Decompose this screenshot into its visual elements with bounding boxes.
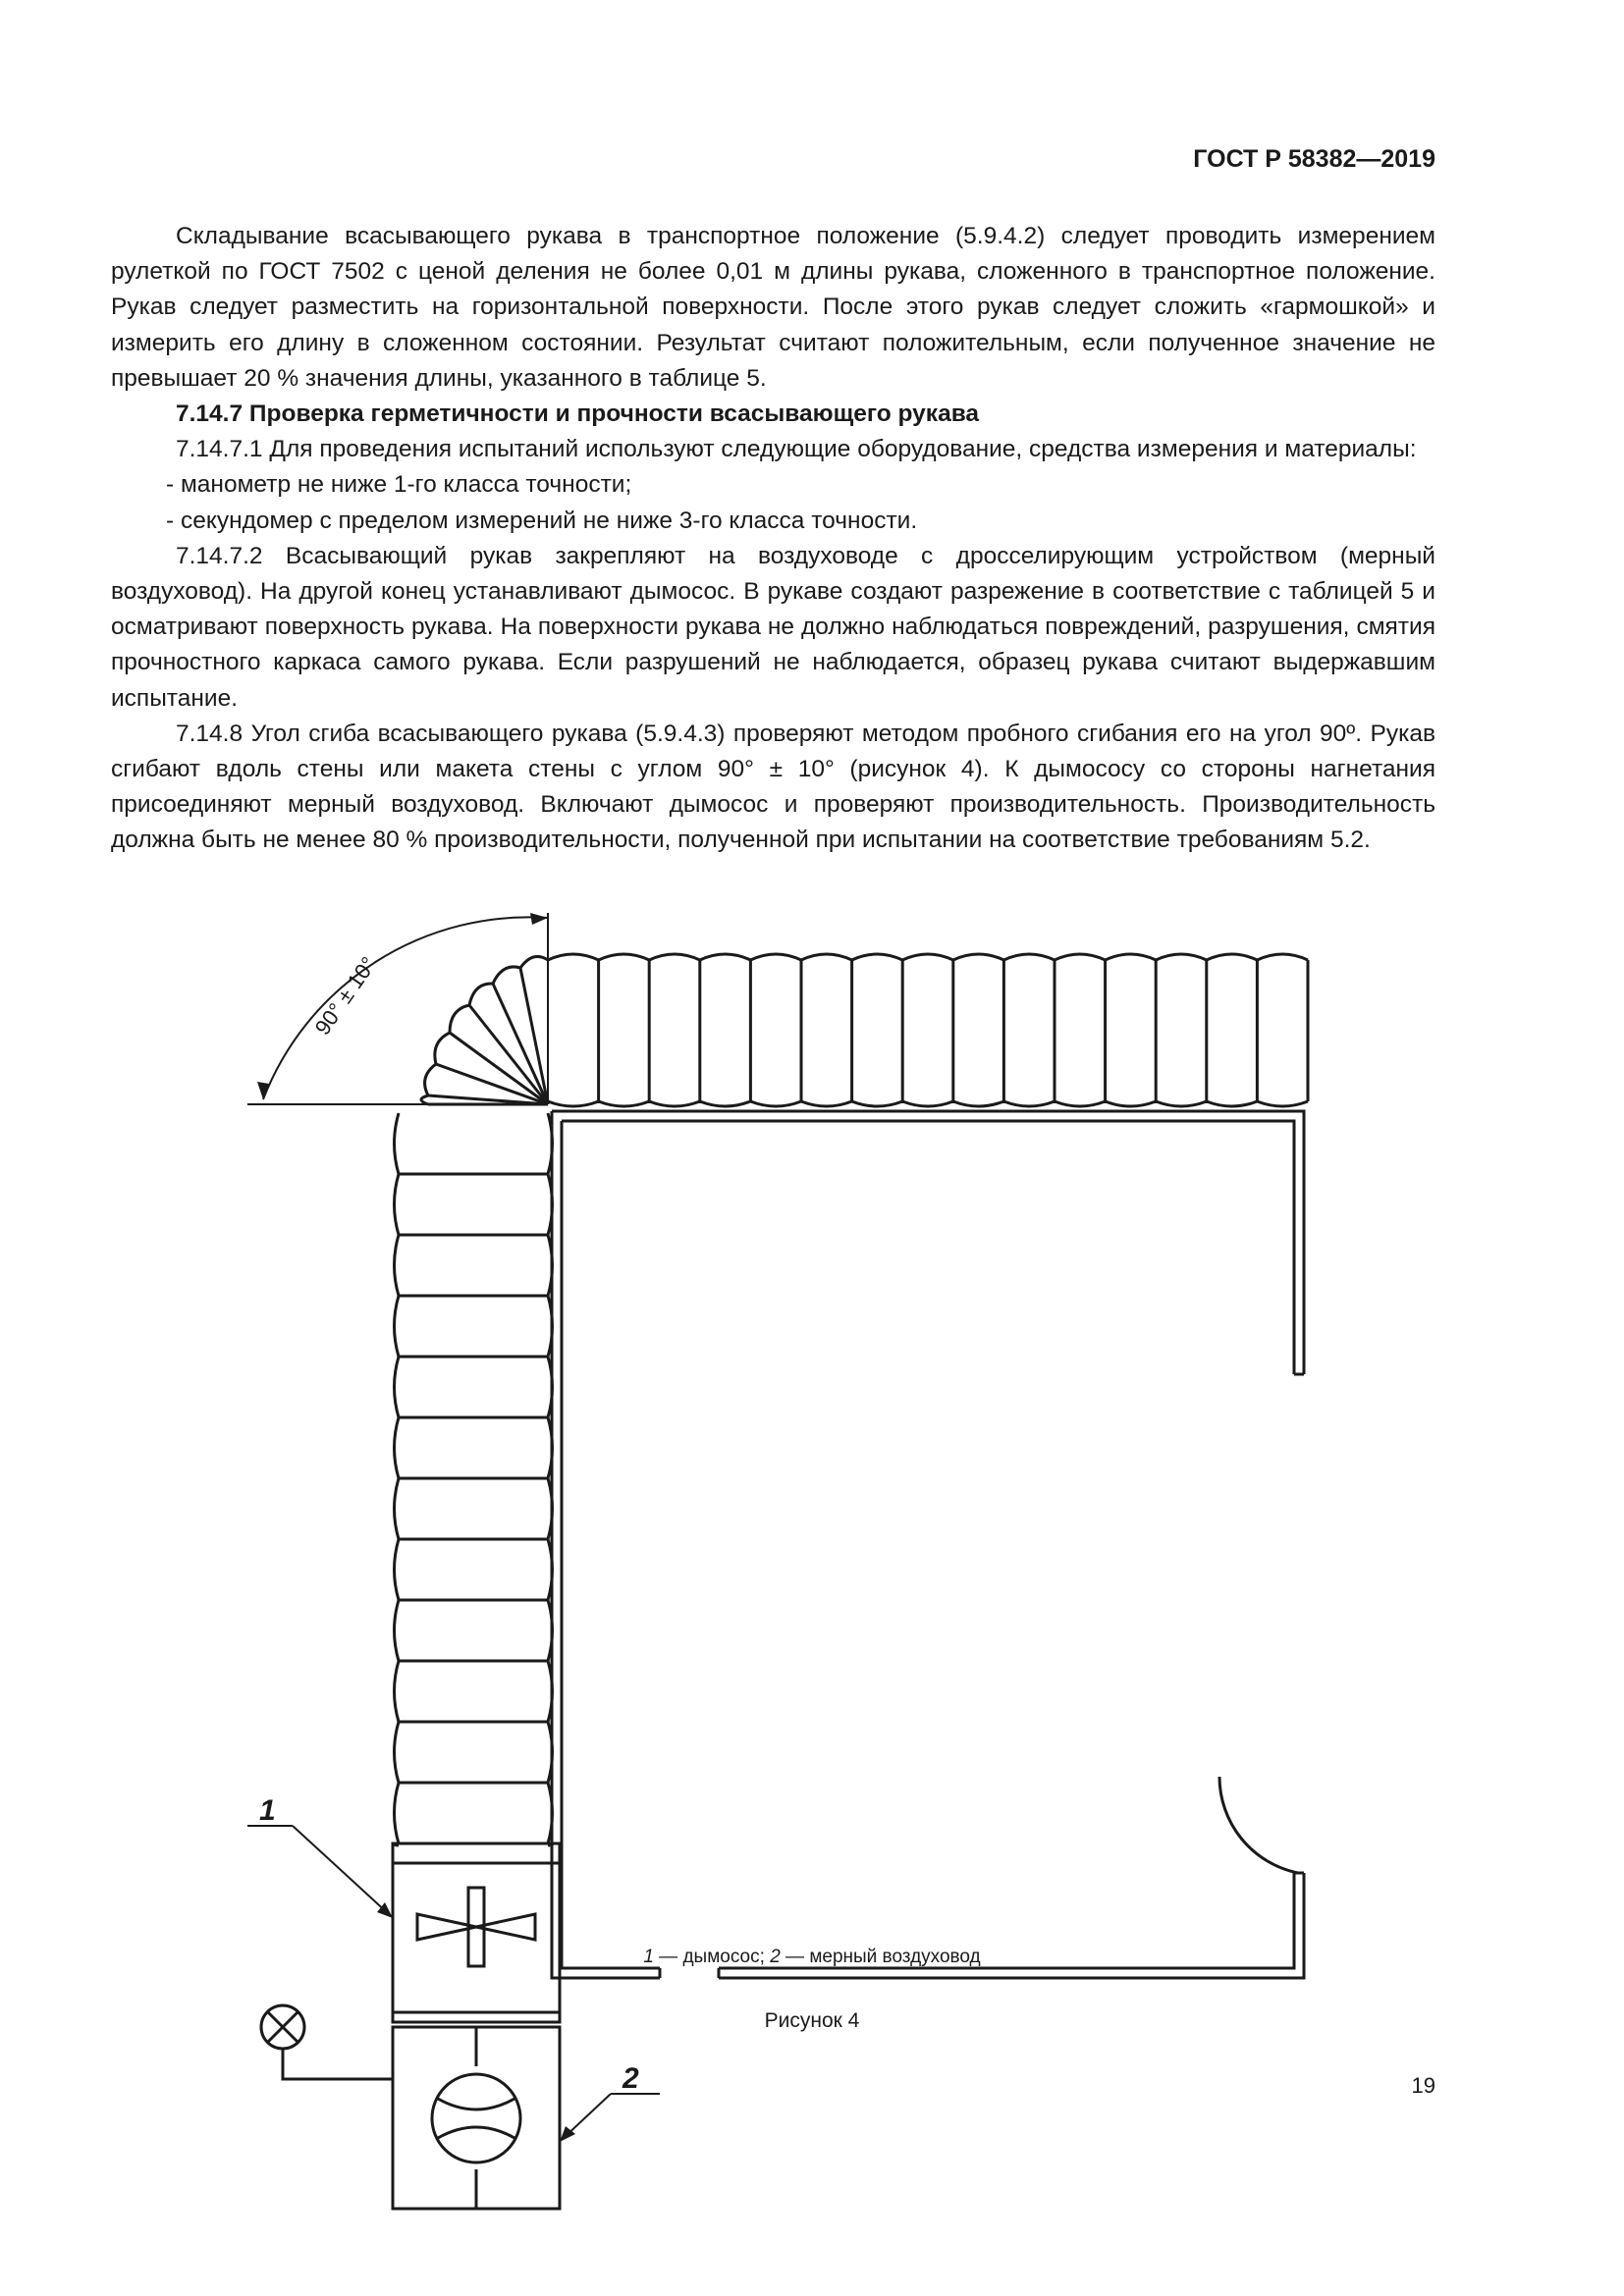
paragraph-folding: Складывание всасывающего рукава в транспортное положение (5.9.4.2) следует проводить измерением рулеткой по ГОСТ 7502 с ценой деления не более 0,01 м длины рукава, сложенного в транспортное положение. Рукав следует разместить на горизонтальной поверхности. После этого рукав следует сложить «гармошкой» и измерить его длину в сложенном состоянии. Результат считают положительным, если полученное значение не превышает 20 % значения длины, указанного в таблице 5. [111,223,1435,392]
figure-legend [295,1947,1329,1968]
gauge-line [283,2049,393,2079]
hose-bend-corner [421,956,548,1104]
hose-vertical [395,1113,553,1845]
callouts [247,1826,660,2142]
body-text [111,219,1435,859]
measuring-duct [393,2027,560,2209]
figure-caption: Рисунок 4 [764,2009,860,2032]
section-heading: 7.14.7 Проверка герметичности и прочности всасывающего рукава [176,400,980,428]
throttle-arc [438,2127,514,2138]
wall-inner [562,1121,660,1968]
legend-text-1: — дымосос; [653,1947,771,1967]
hose-left-edge [395,1113,400,1845]
callout-leader [293,1826,389,1914]
room-walls [552,1111,1304,1978]
fan-rib [520,968,548,1104]
callout-2-label: 2 [623,2062,639,2095]
wall-outer [552,1111,660,1978]
list-item: - секундомер с пределом измерений не ниже 3-го класса точности. [166,507,918,534]
smoke-exhauster [393,1843,560,2022]
legend-number-1: 1 [643,1947,654,1967]
paragraph-tightness-test: 7.14.7.2 Всасывающий рукав закрепляют на воздуховоде с дросселирующим устройством (мерный воздуховод). На другой конец устанавливают дымосос. В рукаве создают разрежение в соответствие с таблицей 5 и осматривают поверхность рукава. На поверхности рукава не должно наблюдаться повреждений, разрушения, смятия прочностного каркаса самого рукава. Если разрушений не наблюдается, образец рукава считают выдержавшим испытание. [111,542,1435,712]
wall-inner [562,1121,1294,1374]
throttle-arc [438,2099,514,2109]
wall-outer [552,1111,1304,1374]
hose-horizontal [548,954,1308,1106]
document-code: ГОСТ Р 58382—2019 [1193,145,1435,173]
hose-top-edge [548,954,1308,960]
throttle-circle [432,2074,520,2163]
page-number: 19 [1411,2073,1435,2098]
paragraph-bend-angle: 7.14.8 Угол сгиба всасывающего рукава (5.9.4.3) проверяют методом пробного сгибания его на угол 90º. Рукав сгибают вдоль стены или макета стены с углом 90° ± 10° (рисунок 4). К дымососу со стороны нагнетания присоединяют мерный воздуховод. Включают дымосос и проверяют производительность. Производительность должна быть не менее 80 % производительности, полученной при испытании на соответствие требованиям 5.2. [111,720,1435,854]
angle-label: 90° ± 10° [309,952,382,1040]
arrowhead [530,913,548,925]
legend-text-2: — мерный воздуховод [780,1947,981,1967]
door-swing [1219,1777,1298,1873]
paragraph-equipment: 7.14.7.1 Для проведения испытаний используют следующие оборудование, средства измерения и материалы: [176,436,1417,463]
hose-bottom-edge [548,1101,1308,1106]
callout-1-label: 1 [259,1794,276,1827]
list-item: - манометр не ниже 1-го класса точности; [166,471,632,499]
legend-number-2: 2 [770,1947,781,1967]
